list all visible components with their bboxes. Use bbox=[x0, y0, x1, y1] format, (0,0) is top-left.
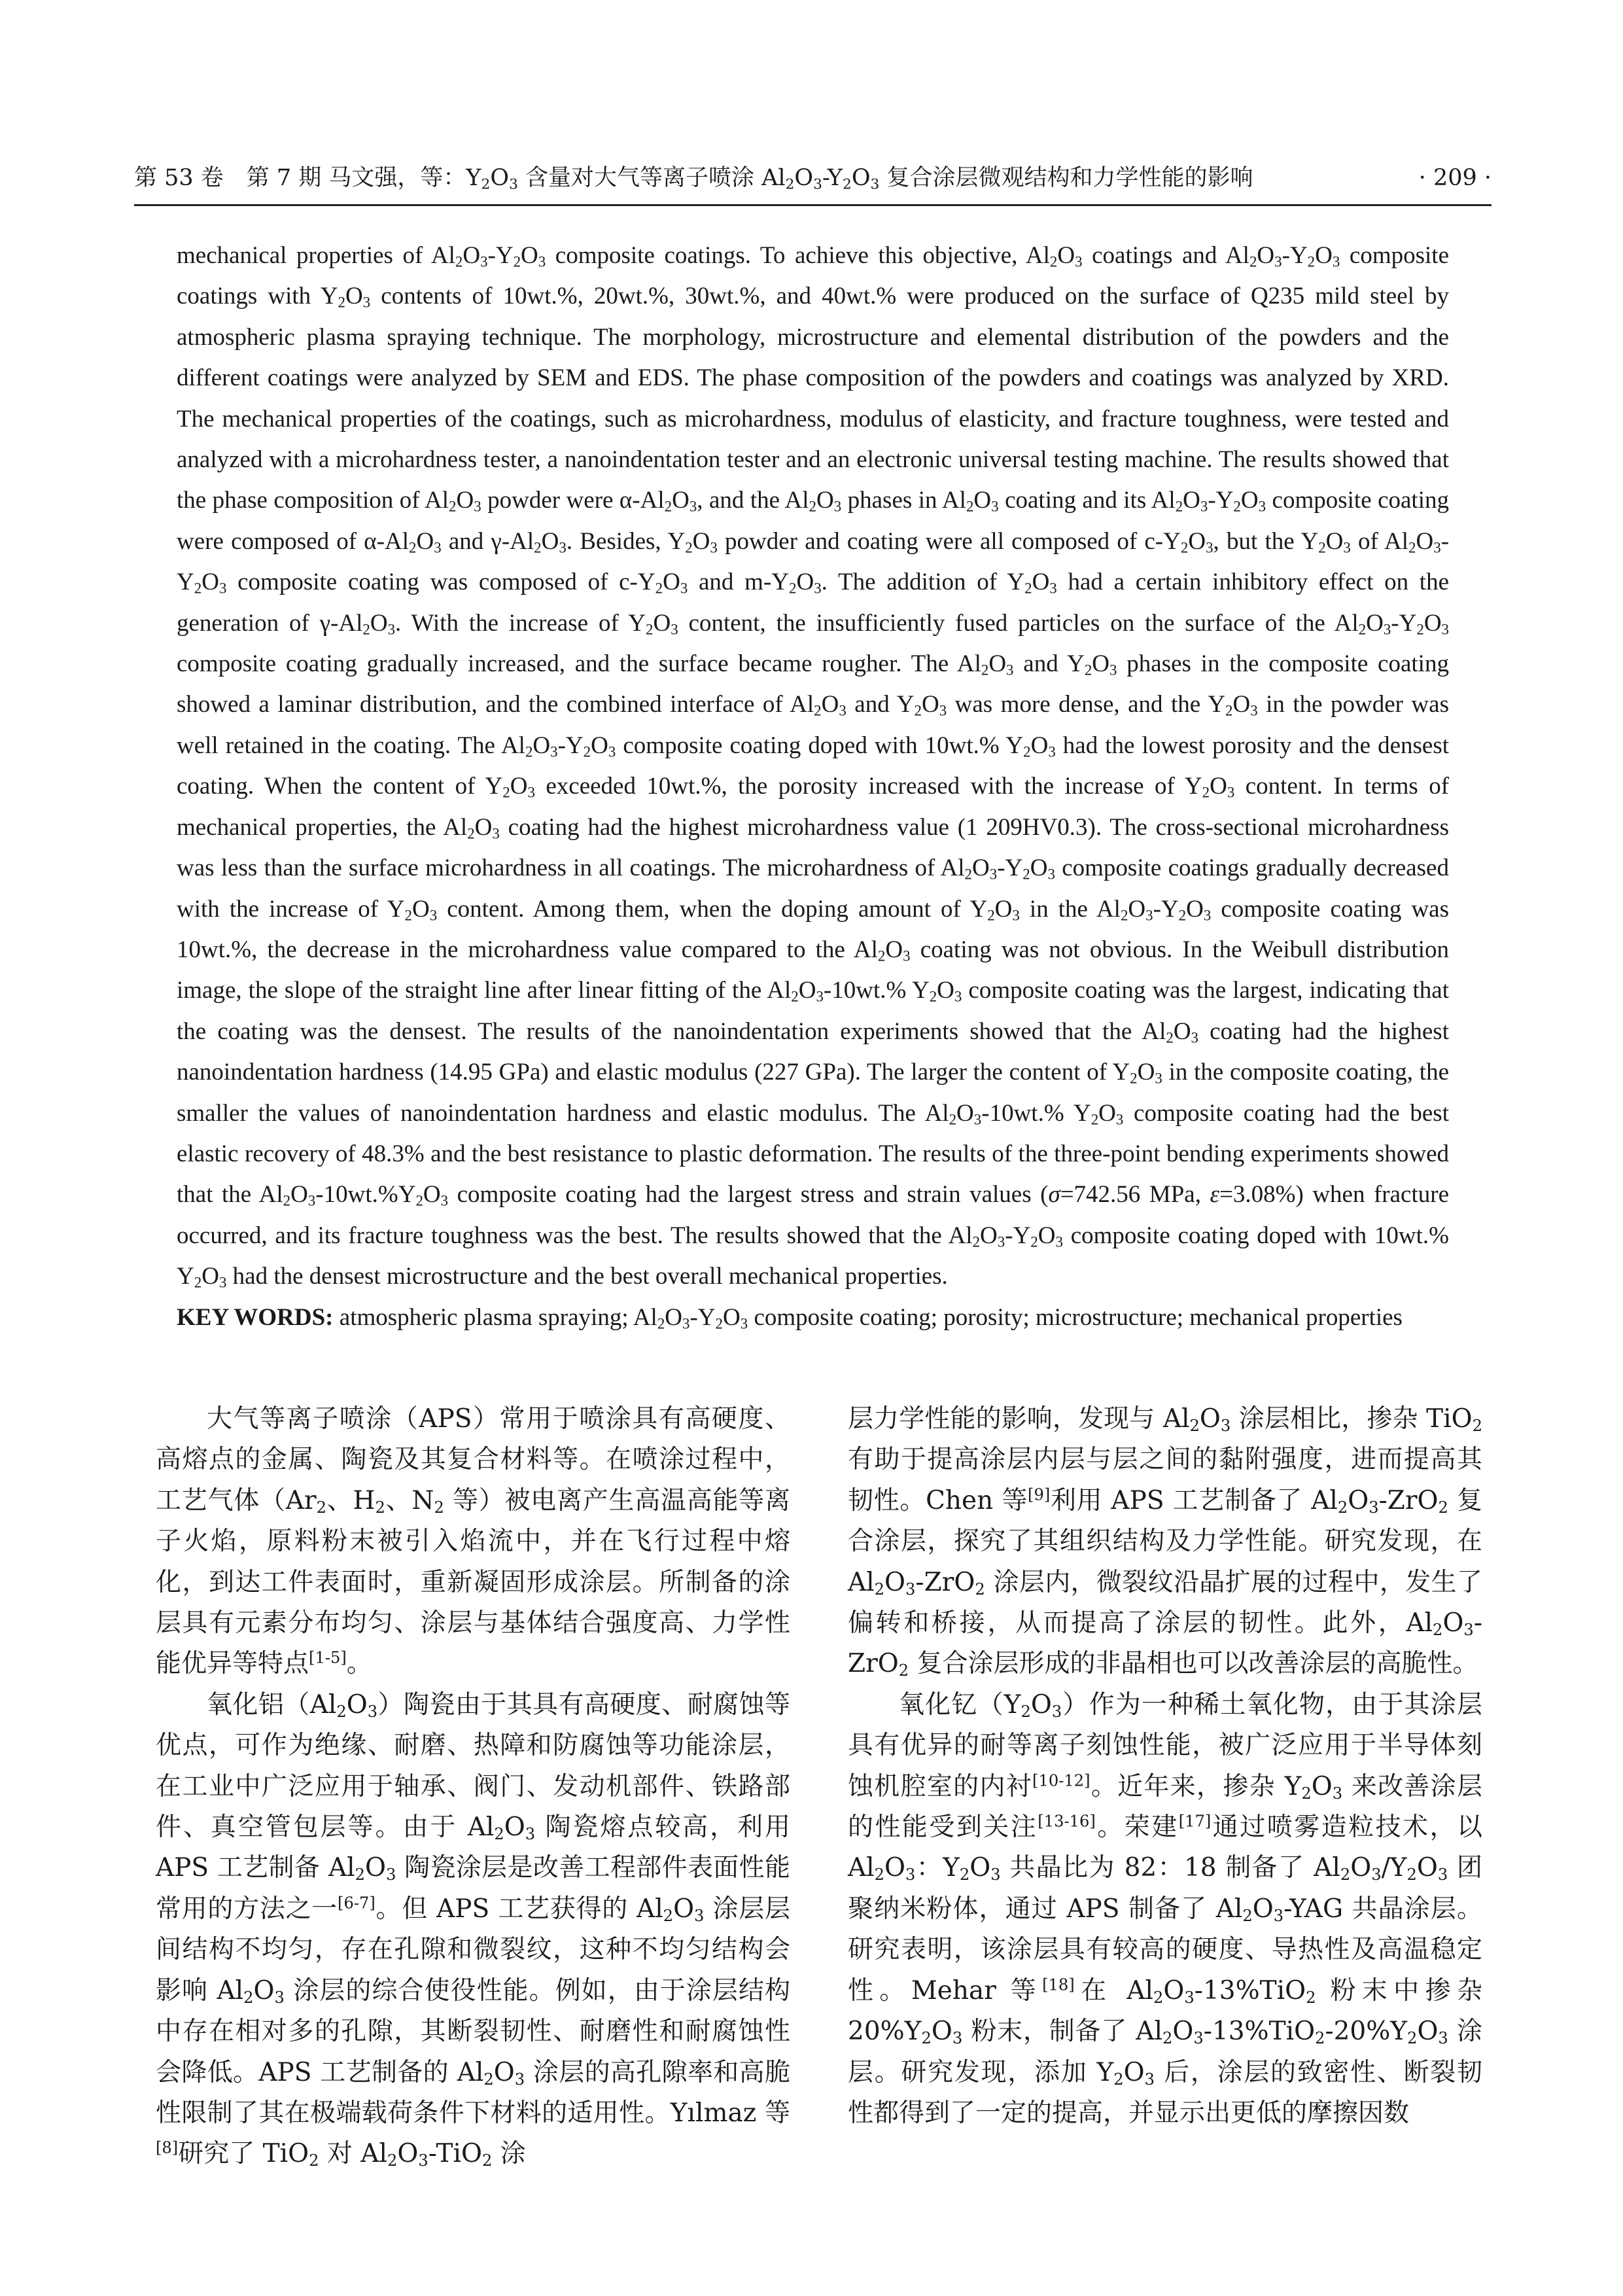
running-header bbox=[134, 158, 1492, 198]
paragraph-alumina-continued: 层力学性能的影响，发现与 $Al_2O_3$ 涂层相比，掺杂 TiO$_2$ 有助于提高涂层内层与层之间的黏附强度，进而提高其韧性。Chen 等[9]利用 APS 工艺制备了 $Al_2O_3-ZrO_2$ 复合涂层，探究了其组织结构及力学性能。研究发现，在 $Al_2O_3-ZrO_2$ 涂层内，微裂纹沿晶扩展的过程中，发生了偏转和桥接，从而提高了涂层的韧性。此外，$Al_2O_3-ZrO_2$ 复合涂层形成的非晶相也可以改善涂层的高脆性。 bbox=[848, 1404, 1482, 1680]
body-columns bbox=[156, 1399, 1490, 2197]
header-rule bbox=[134, 204, 1492, 206]
body-column-right bbox=[848, 1399, 1482, 2134]
abstract-text: mechanical properties of $Al_2O_3-Y_2O_3$ composite coatings. To achieve this objective, $Al_2O_3$ coatings and $Al_2O_3-Y_2O_3$ composite coatings with $Y_2O_3$ contents of 10wt.%, 20wt.%, 30wt.%, and 40wt.% were produced on the surface of Q235 mild steel by atmospheric plasma spraying technique. The morphology, microstructure and elemental distribution of the powders and the different coatings were analyzed by SEM and EDS. The phase composition of the powders and coatings was analyzed by XRD. The mechanical properties of the coatings, such as microhardness, modulus of elasticity, and fracture toughness, were tested and analyzed with a microhardness tester, a nanoindentation tester and an electronic universal testing machine. The results showed that the phase composition of $Al_2O_3$ powder were $\alpha-Al_2O_3$, and the $Al_2O_3$ phases in $Al_2O_3$ coating and its $Al_2O_3-Y_2O_3$ composite coating were composed of $\alpha-Al_2O_3$ and $\gamma-Al_2O_3$. Besides, $Y_2O_3$ powder and coating were all composed of $c-Y_2O_3$, but the $Y_2O_3$ of $Al_2O_3-Y_2O_3$ composite coating was composed of $c-Y_2O_3$ and $m-Y_2O_3$. The addition of $Y_2O_3$ had a certain inhibitory effect on the generation of $\gamma-Al_2O_3$. With the increase of $Y_2O_3$ content, the insufficiently fused particles on the surface of the $Al_2O_3-Y_2O_3$ composite coating gradually increased, and the surface became rougher. The $Al_2O_3$ and $Y_2O_3$ phases in the composite coating showed a laminar distribution, and the combined interface of $Al_2O_3$ and $Y_2O_3$ was more dense, and the $Y_2O_3$ in the powder was well retained in the coating. The $Al_2O_3-Y_2O_3$ composite coating doped with 10wt.% $Y_2O_3$ had the lowest porosity and the densest coating. When the content of $Y_2O_3$ exceeded 10wt.%, the porosity increased with the increase of $Y_2O_3$ content. In terms of mechanical properties, the $Al_2O_3$ coating had the highest microhardness value (1 209HV0.3). The cross-sectional microhardness was less than the surface microhardness in all coatings. The microhardness of $Al_2O_3-Y_2O_3$ composite coatings gradually decreased with the increase of $Y_2O_3$ content. Among them, when the doping amount of $Y_2O_3$ in the $Al_2O_3-Y_2O_3$ composite coating was 10wt.%, the decrease in the microhardness value compared to the $Al_2O_3$ coating was not obvious. In the Weibull distribution image, the slope of the straight line after linear fitting of the $Al_2O_3-10wt.\%$ $Y_2O_3$ composite coating was the largest, indicating that the coating was the densest. The results of the nanoindentation experiments showed that the $Al_2O_3$ coating had the highest nanoindentation hardness (14.95 GPa) and elastic modulus (227 GPa). The larger the content of $Y_2O_3$ in the composite coating, the smaller the values of nanoindentation hardness and elastic modulus. The $Al_2O_3-10wt.\%$ $Y_2O_3$ composite coating had the best elastic recovery of 48.3% and the best resistance to plastic deformation. The results of the three-point bending experiments showed that the $Al_2O_3-10wt.\%Y_2O_3$ composite coating had the largest stress and strain values (σ=742.56 MPa, ε=3.08%) when fracture occurred, and its fracture toughness was the best. The results showed that the $Al_2O_3-Y_2O_3$ composite coating doped with 10wt.% $Y_2O_3$ had the densest microstructure and the best overall mechanical properties. bbox=[177, 242, 1450, 1291]
page-number: · 209 · bbox=[1418, 165, 1492, 191]
paragraph-alumina: 氧化铝$(Al_2O_3)$陶瓷由于其具有高硬度、耐腐蚀等优点，可作为绝缘、耐磨、热障和防腐蚀等功能涂层，在工业中广泛应用于轴承、阀门、发动机部件、铁路部件、真空管包层等。由于 $Al_2O_3$ 陶瓷熔点较高，利用 APS 工艺制备 $Al_2O_3$ 陶瓷涂层是改善工程部件表面性能常用的方法之一[6-7]。但 APS 工艺获得的 $Al_2O_3$ 涂层层间结构不均匀，存在孔隙和微裂纹，这种不均匀结构会影响 $Al_2O_3$ 涂层的综合使役性能。例如，由于涂层结构中存在相对多的孔隙，其断裂韧性、耐磨性和耐腐蚀性会降低。APS 工艺制备的 $Al_2O_3$ 涂层的高孔隙率和高脆性限制了其在极端载荷条件下材料的适用性。Yılmaz 等[8]研究了 TiO$_2$ 对 $Al_2O_3-TiO_2$ 涂 bbox=[156, 1689, 790, 2170]
keywords-label: KEY WORDS: bbox=[177, 1303, 334, 1331]
english-abstract bbox=[177, 236, 1449, 1338]
paragraph-yttria: 氧化钇$(Y_2O_3)$作为一种稀土氧化物，由于其涂层具有优异的耐等离子刻蚀性能，被广泛应用于半导体刻蚀机腔室的内衬[10-12]。近年来，掺杂 $Y_2O_3$ 来改善涂层的性能受到关注[13-16]。荣建[17]通过喷雾造粒技术，以 $Al_2O_3$：$Y_2O_3$ 共晶比为 82：18 制备了 $Al_2O_3/Y_2O_3$ 团聚纳米粉体，通过 APS 制备了 $Al_2O_3$-YAG 共晶涂层。研究表明，该涂层具有较高的硬度、导热性及高温稳定性。Mehar 等[18]在 $Al_2O_3-13\%TiO_2$ 粉末中掺杂 $20\%Y_2O_3$ 粉末，制备了 $Al_2O_3-13\%TiO_2-20\%Y_2O_3$ 涂层。研究发现，添加 $Y_2O_3$ 后，涂层的致密性、断裂韧性都得到了一定的提高，并显示出更低的摩擦因数 bbox=[848, 1689, 1483, 2128]
running-header-title: 第 53 卷 第 7 期 马文强，等：$Y_2O_3$ 含量对大气等离子喷涂 $Al_2O_3-Y_2O_3$ 复合涂层微观结构和力学性能的影响 bbox=[134, 165, 1253, 193]
keywords-text: atmospheric plasma spraying; $Al_2O_3-Y_2O_3$ composite coating; porosity; microstructure; mechanical properties bbox=[333, 1303, 1403, 1332]
paragraph-aps-intro: 大气等离子喷涂（APS）常用于喷涂具有高硬度、高熔点的金属、陶瓷及其复合材料等。在喷涂过程中，工艺气体（$Ar_2$、$H_2$、$N_2$ 等）被电离产生高温高能等离子火焰，原料粉末被引入焰流中，并在飞行过程中熔化，到达工件表面时，重新凝固形成涂层。所制备的涂层具有元素分布均匀、涂层与基体结合强度高、力学性能优异等特点[1-5]。 bbox=[156, 1404, 790, 1679]
keywords bbox=[177, 1298, 1449, 1338]
body-column-left bbox=[156, 1399, 790, 2175]
